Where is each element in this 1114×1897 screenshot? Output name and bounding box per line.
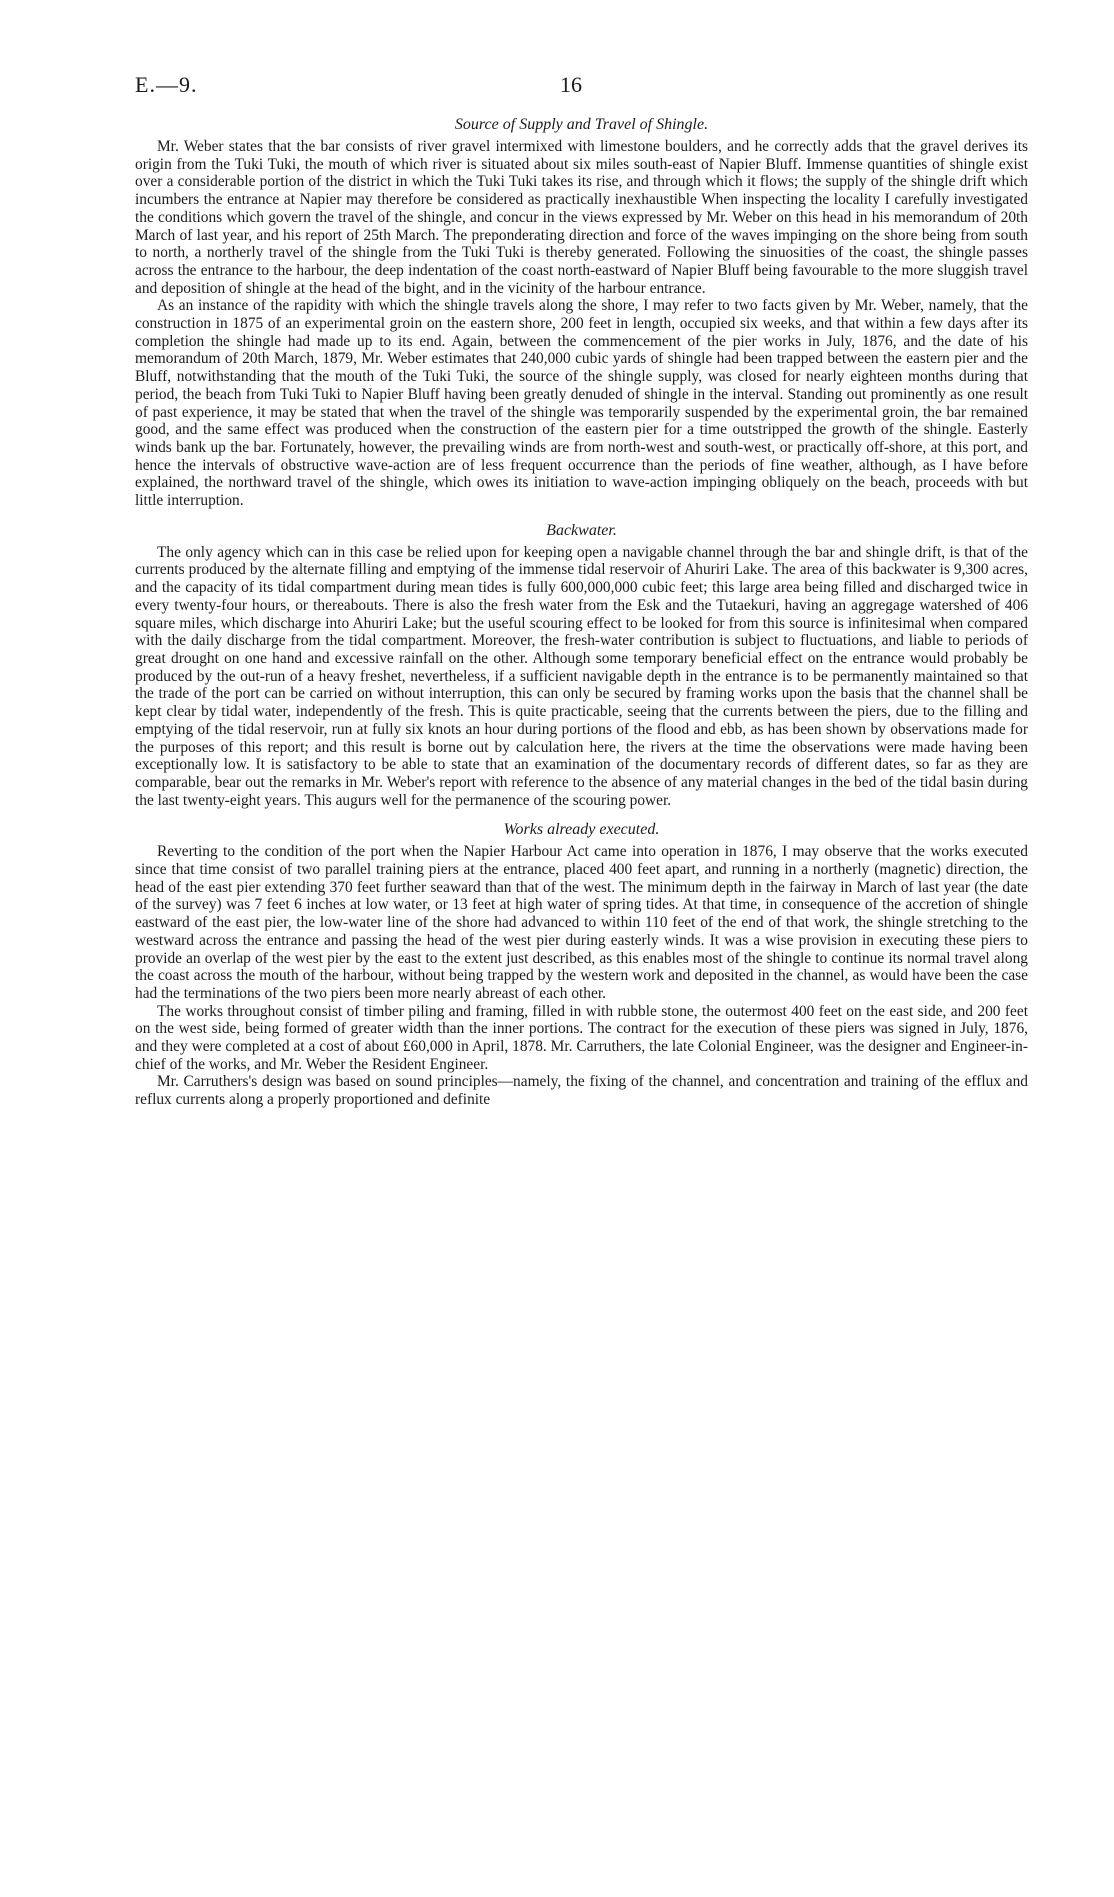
document-body (135, 116, 1028, 1109)
section-heading: Backwater. (546, 521, 617, 539)
section-heading: Source of Supply and Travel of Shingle. (454, 116, 709, 133)
paragraph: Mr. Carruthers's design was based on sound principles—namely, the fixing of the channel, and concentration and training of the efflux and reflux currents along a properly proportioned and definite (135, 1073, 1028, 1109)
paragraph: Reverting to the condition of the port when the Napier Harbour Act came into operation in 1876, I may observe that the works executed since that time consist of two parallel training piers at the entrance, placed 400 feet apart, and running in a northerly (magnetic) direction, the head of the east pier extending 370 feet further seaward than that of the west. The minimum depth in the fairway in March of last year (the date of the survey) was 7 feet 6 inches at low water, or 13 feet at high water of spring tides. At that time, in consequence of the accretion of shingle eastward of the east pier, the low-water line of the shore had advanced to within 110 feet of the end of that work, the shingle stretching to the westward across the entrance and passing the head of the west pier during easterly winds. It was a wise provision in executing these piers to provide an overlap of the west pier by the east to the extent just described, as this enables most of the shingle to continue its normal travel along the coast across the mouth of the harbour, without being trapped by the western work and deposited in the channel, as would have been the case had the terminations of the two piers been more nearly abreast of each other. (135, 843, 1028, 1002)
page-number: 16 (560, 72, 582, 97)
section-heading: Works already executed. (503, 821, 660, 839)
paragraph: The works throughout consist of timber piling and framing, filled in with rubble stone, the outermost 400 feet on the east side, and 200 feet on the west side, being formed of greater width than the inner portions. The contract for the execution of these piers was signed in July, 1876, and they were completed at a cost of about £60,000 in April, 1878. Mr. Carruthers, the late Colonial Engineer, was the designer and Engineer-in-chief of the works, and Mr. Weber the Resident Engineer. (135, 1002, 1028, 1073)
paragraph: As an instance of the rapidity with which the shingle travels along the shore, I may refer to two facts given by Mr. Weber, namely, that the construction in 1875 of an experimental groin on the eastern shore, 200 feet in length, occupied six weeks, and that within a few days after its completion the shingle had made up to its end. Again, between the commencement of the pier works in July, 1876, and the date of his memorandum of 20th March, 1879, Mr. Weber estimates that 240,000 cubic yards of shingle had been trapped between the eastern pier and the Bluff, notwithstanding that the mouth of the Tuki Tuki, the source of the shingle supply, was closed for nearly eighteen months during that period, the beach from Tuki Tuki to Napier Bluff having been greatly denuded of shingle in the interval. Standing out prominently as one result of past experience, it may be stated that when the travel of the shingle was temporarily suspended by the experimental groin, the bar remained good, and the same effect was produced when the construction of the eastern pier for a time outstripped the growth of the shingle. Easterly winds bank up the bar. Fortunately, however, the prevailing winds are from north-west and south-west, or practically off-shore, at this port, and hence the intervals of obstructive wave-action are of less frequent occurrence than the periods of fine weather, although, as I have before explained, the northward travel of the shingle, which owes its initiation to wave-action impinging obliquely on the beach, proceeds with but little interruption. (135, 297, 1028, 510)
document-reference: E.—9. (135, 72, 198, 97)
paragraph: Mr. Weber states that the bar consists of river gravel intermixed with limestone boulders, and he correctly adds that the gravel derives its origin from the Tuki Tuki, the mouth of which river is situated about six miles south-east of Napier Bluff. Immense quantities of shingle exist over a considerable portion of the district in which the Tuki Tuki takes its rise, and through which it flows; the supply of the shingle drift which incumbers the entrance at Napier may therefore be considered as practically inexhaustible When inspecting the locality I carefully investigated the conditions which govern the travel of the shingle, and concur in the views expressed by Mr. Weber on this head in his memorandum of 20th March of last year, and his report of 25th March. The preponderating direction and force of the waves impinging on the shore being from south to north, a northerly travel of the shingle from the Tuki Tuki is thereby generated. Following the sinuosities of the coast, the shingle passes across the entrance to the harbour, the deep indentation of the coast north-eastward of Napier Bluff being favourable to the more sluggish travel and deposition of shingle at the head of the bight, and in the vicinity of the harbour entrance. (135, 138, 1028, 297)
paragraph: The only agency which can in this case be relied upon for keeping open a navigable channel through the bar and shingle drift, is that of the currents produced by the alternate filling and emptying of the immense tidal reservoir of Ahuriri Lake. The area of this backwater is 9,300 acres, and the capacity of its tidal compartment during mean tides is fully 600,000,000 cubic feet; this large area being filled and discharged twice in every twenty-four hours, or thereabouts. There is also the fresh water from the Esk and the Tutaekuri, having an aggregage watershed of 406 square miles, which discharge into Ahuriri Lake; but the useful scouring effect to be looked for from this source is infinitesimal when compared with the daily discharge from the tidal compartment. Moreover, the fresh-water contribution is subject to fluctuations, and liable to periods of great drought on one hand and excessive rainfall on the other. Although some temporary beneficial effect on the entrance would probably be produced by the out-run of a heavy freshet, nevertheless, if a sufficient navigable depth in the entrance is to be permanently maintained so that the trade of the port can be carried on without interruption, this can only be secured by framing works upon the basis that the channel shall be kept clear by tidal water, independently of the fresh. This is quite practicable, seeing that the currents between the piers, due to the filling and emptying of the tidal reservoir, run at fully six knots an hour during portions of the flood and ebb, as has been shown by observations made for the purposes of this report; and this result is borne out by calculation here, the rivers at the time the observations were made having been exceptionally low. It is satisfactory to be able to state that an examination of the documentary records of different dates, so far as they are comparable, bear out the remarks in Mr. Weber's report with reference to the absence of any material changes in the bed of the tidal basin during the last twenty-eight years. This augurs well for the permanence of the scouring power. (135, 543, 1028, 809)
